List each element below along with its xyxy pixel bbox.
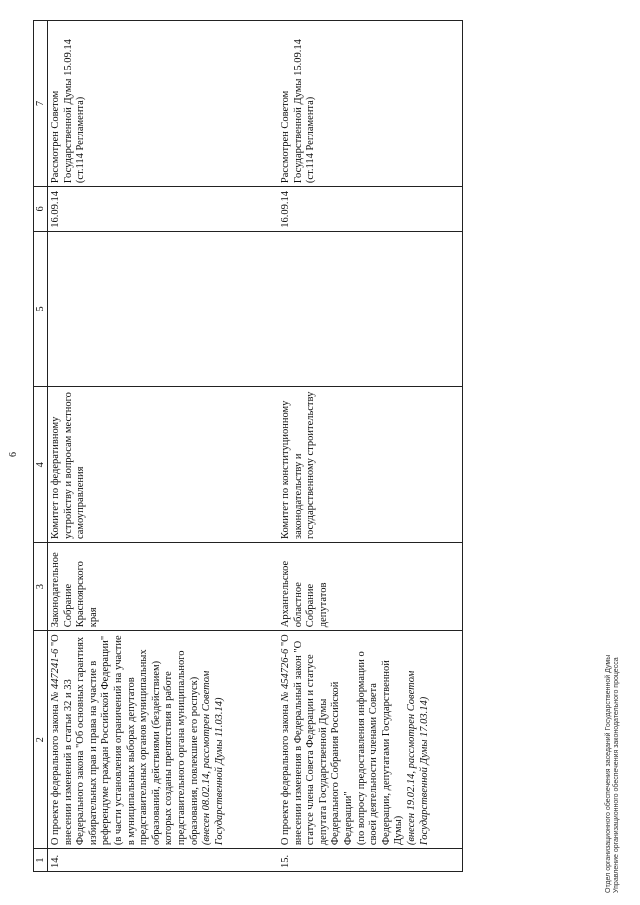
bill-lead: О проекте федерального закона [50, 701, 61, 846]
table-row [48, 21, 279, 872]
bill-scope: (по вопросу предоставления информации о своей деятельности членами Совета Федерации, депутатами Государственной Думы) [355, 651, 405, 846]
header-col-5: 5 [34, 231, 48, 387]
responsible-committee: Комитет по федеративному устройству и вопросам местного самоуправления [48, 387, 279, 543]
bill-initiator: Законодательное Собрание Красноярского края [48, 543, 279, 631]
header-col-6: 6 [34, 187, 48, 232]
header-col-1: 1 [34, 849, 48, 872]
footer-line-1: Отдел организационного обеспечения заседаний Государственной Думы [605, 654, 612, 893]
bill-note: (внесен 08.02.14, рассмотрен Советом Государственной Думы 11.03.14) [201, 670, 225, 846]
row-number: 14. [48, 849, 279, 872]
footer [605, 655, 621, 893]
table-row [278, 21, 463, 872]
bill-lead: О проекте федерального закона [280, 701, 291, 846]
bill-initiator: Архангельское областное Собрание депутатов [278, 543, 463, 631]
bill-status: Рассмотрен Советом Государственной Думы 15.09.14 (ст.114 Регламента) [278, 21, 463, 187]
bill-title: "О внесении изменений в статьи 32 и 33 Федерального закона "Об основных гарантиях избирательных прав и права на участие в референдуме граждан Российской Федерации" [50, 634, 112, 846]
bill-title: "О внесении изменения в Федеральный закон "О статусе члена Совета Федерации и статусе депутата Государственной Думы Федерального Собрания Российской Федерации" [280, 634, 354, 846]
bill-description [48, 631, 279, 849]
header-col-7: 7 [34, 21, 48, 187]
consideration-date: 16.09.14 [48, 187, 279, 232]
responsible-committee: Комитет по конституционному законодательству и государственному строительству [278, 387, 463, 543]
bill-note: (внесен 19.02.14, рассмотрен Советом Государственной Думы 17.03.14) [405, 670, 430, 846]
row-number: 15. [278, 849, 463, 872]
header-col-2: 2 [34, 631, 48, 849]
bill-scope: (в части установления ограничений на участие в муниципальных выборах депутатов представительных органов муниципальных образований, действиями (бездействием) которых созданы препятствия в работе представительного органа муниципального образования, повлекшие его роспуск) [112, 635, 200, 846]
header-row [34, 21, 48, 872]
bill-number: № 454726-6 [280, 648, 291, 702]
column-5-cell [48, 231, 279, 387]
bill-status: Рассмотрен Советом Государственной Думы 15.09.14 (ст.114 Регламента) [48, 21, 279, 187]
header-col-4: 4 [34, 387, 48, 543]
footer-line-2: Управление организационного обеспечения законодательного процесса [613, 657, 620, 893]
page-number: 6 [8, 452, 19, 457]
bill-description [278, 631, 463, 849]
bills-table [33, 20, 463, 872]
column-5-cell [278, 231, 463, 387]
consideration-date: 16.09.14 [278, 187, 463, 232]
header-col-3: 3 [34, 543, 48, 631]
bill-number: № 447241-6 [50, 648, 61, 702]
